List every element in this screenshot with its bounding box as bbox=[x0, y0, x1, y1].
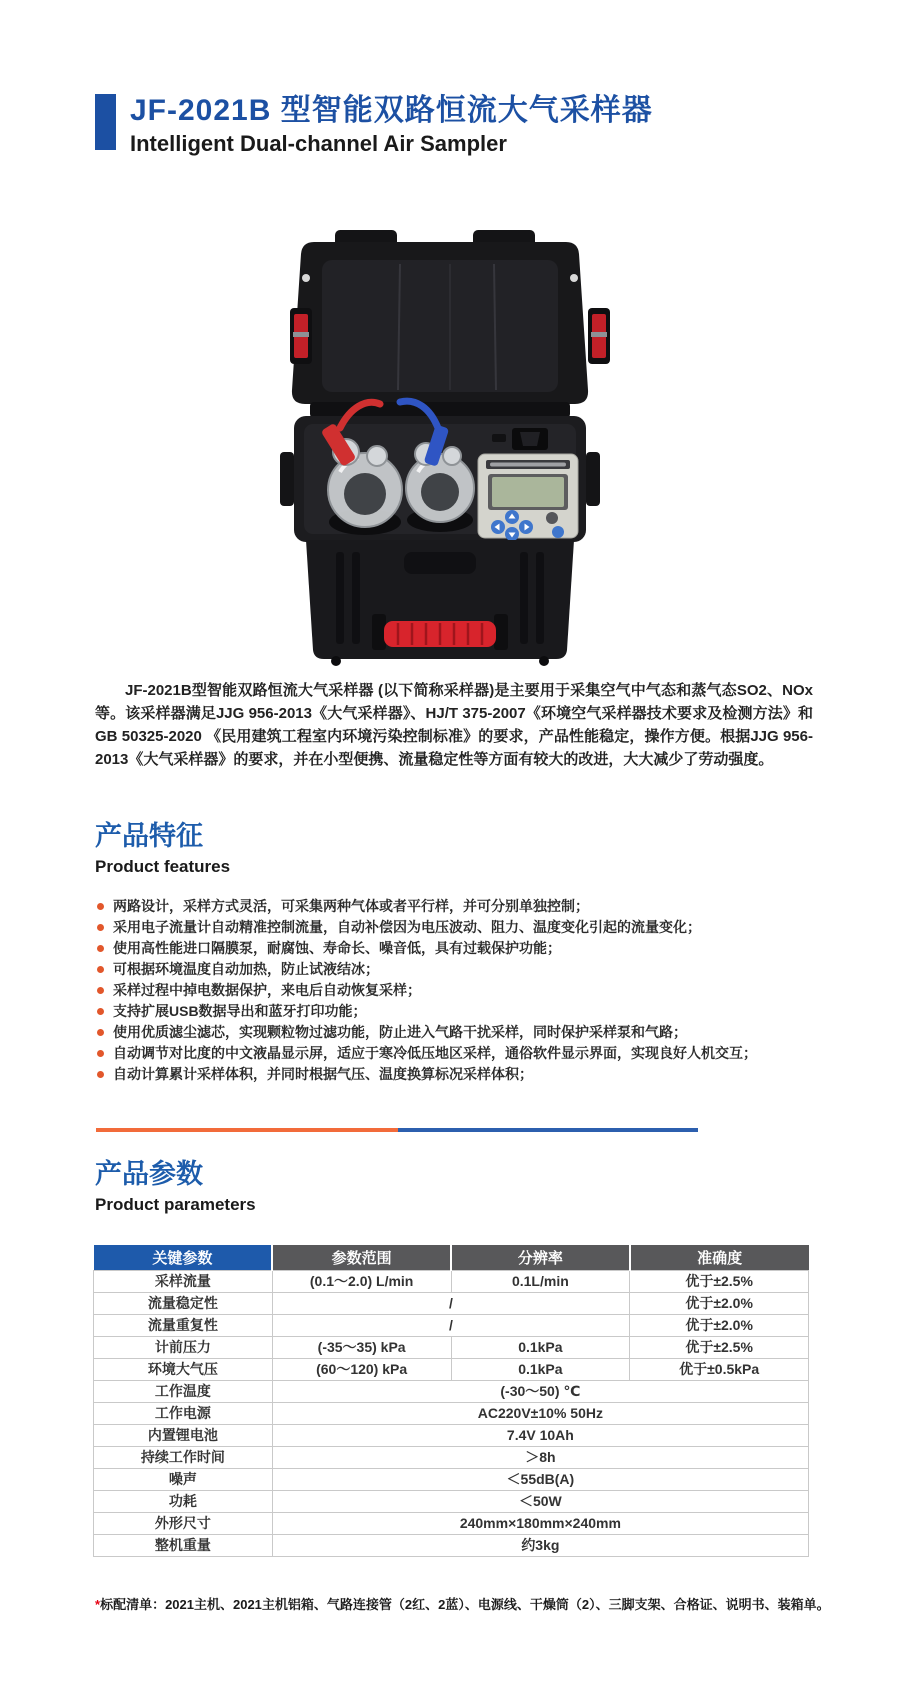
foot-right bbox=[539, 656, 549, 666]
table-row bbox=[94, 1336, 809, 1358]
feature-text: 可根据环境温度自动加热，防止试液结冰； bbox=[113, 961, 379, 977]
title-accent-bar bbox=[95, 94, 116, 150]
table-row bbox=[94, 1402, 809, 1424]
latch-left bbox=[290, 308, 312, 364]
param-merged: / bbox=[272, 1292, 630, 1314]
feature-item bbox=[97, 1064, 813, 1085]
features-list bbox=[97, 896, 813, 1085]
param-merged: / bbox=[272, 1314, 630, 1336]
page-subtitle: Intelligent Dual-channel Air Sampler bbox=[130, 131, 507, 156]
param-value: ＜55dB(A) bbox=[272, 1468, 808, 1490]
product-image bbox=[280, 222, 620, 667]
param-name: 噪声 bbox=[94, 1468, 273, 1490]
feature-text: 采样过程中掉电数据保护，来电后自动恢复采样； bbox=[113, 982, 421, 998]
bullet-dot-icon bbox=[97, 903, 104, 910]
param-range: (0.1～2.0) L/min bbox=[272, 1270, 451, 1292]
table-row bbox=[94, 1380, 809, 1402]
table-row bbox=[94, 1270, 809, 1292]
param-range: (60～120) kPa bbox=[272, 1358, 451, 1380]
side-wing-right bbox=[586, 452, 600, 506]
table-row bbox=[94, 1512, 809, 1534]
table-row bbox=[94, 1424, 809, 1446]
param-value: ＜50W bbox=[272, 1490, 808, 1512]
table-row bbox=[94, 1292, 809, 1314]
table-header-row bbox=[94, 1245, 809, 1270]
page-title: JF-2021B 型智能双路恒流大气采样器 bbox=[130, 94, 653, 127]
param-accuracy: 优于±0.5kPa bbox=[630, 1358, 809, 1380]
param-value: 7.4V 10Ah bbox=[272, 1424, 808, 1446]
param-name: 持续工作时间 bbox=[94, 1446, 273, 1468]
feature-text: 支持扩展USB数据导出和蓝牙打印功能； bbox=[113, 1003, 367, 1019]
param-name: 采样流量 bbox=[94, 1270, 273, 1292]
case-base bbox=[306, 540, 574, 666]
param-name: 功耗 bbox=[94, 1490, 273, 1512]
bullet-dot-icon bbox=[97, 924, 104, 931]
feature-text: 采用电子流量计自动精准控制流量，自动补偿因为电压波动、阻力、温度变化引起的流量变化； bbox=[113, 919, 701, 935]
air-sampler-illustration bbox=[280, 222, 620, 667]
param-resolution: 0.1L/min bbox=[451, 1270, 630, 1292]
bullet-dot-icon bbox=[97, 987, 104, 994]
param-resolution: 0.1kPa bbox=[451, 1336, 630, 1358]
bullet-dot-icon bbox=[97, 1029, 104, 1036]
side-wing-left bbox=[280, 452, 294, 506]
param-resolution: 0.1kPa bbox=[451, 1358, 630, 1380]
foot-left bbox=[331, 656, 341, 666]
parameters-table bbox=[93, 1245, 809, 1557]
feature-item bbox=[97, 938, 813, 959]
feature-text: 自动调节对比度的中文液晶显示屏，适应于寒冷低压地区采样，通俗软件显示界面，实现良好人机交互； bbox=[113, 1045, 757, 1061]
case-lid bbox=[292, 242, 588, 404]
param-name: 流量重复性 bbox=[94, 1314, 273, 1336]
feature-item bbox=[97, 1001, 813, 1022]
page-header bbox=[95, 94, 653, 158]
param-name: 整机重量 bbox=[94, 1534, 273, 1556]
col-header-resolution: 分辨率 bbox=[451, 1245, 630, 1270]
param-accuracy: 优于±2.5% bbox=[630, 1270, 809, 1292]
param-value: 240mm×180mm×240mm bbox=[272, 1512, 808, 1534]
lcd-screen bbox=[492, 477, 564, 507]
feature-item bbox=[97, 917, 813, 938]
param-name: 内置锂电池 bbox=[94, 1424, 273, 1446]
param-value: 约3kg bbox=[272, 1534, 808, 1556]
param-accuracy: 优于±2.0% bbox=[630, 1314, 809, 1336]
table-row bbox=[94, 1314, 809, 1336]
feature-text: 两路设计，采样方式灵活，可采集两种气体或者平行样，并可分别单独控制； bbox=[113, 898, 589, 914]
feature-text: 自动计算累计采样体积，并同时根据气压、温度换算标况采样体积； bbox=[113, 1066, 533, 1082]
title-texts bbox=[130, 94, 653, 158]
feature-item bbox=[97, 896, 813, 917]
param-name: 计前压力 bbox=[94, 1336, 273, 1358]
hinge-pin-left bbox=[302, 274, 310, 282]
param-name: 流量稳定性 bbox=[94, 1292, 273, 1314]
param-name: 工作电源 bbox=[94, 1402, 273, 1424]
col-header-range: 参数范围 bbox=[272, 1245, 451, 1270]
features-heading-en: Product features bbox=[95, 857, 231, 876]
control-panel bbox=[478, 454, 578, 541]
param-name: 环境大气压 bbox=[94, 1358, 273, 1380]
table-row bbox=[94, 1468, 809, 1490]
bullet-dot-icon bbox=[97, 966, 104, 973]
feature-item bbox=[97, 980, 813, 1001]
latch-right bbox=[588, 308, 610, 364]
feature-item bbox=[97, 959, 813, 980]
feature-text: 使用优质滤尘滤芯，实现颗粒物过滤功能，防止进入气路干扰采样，同时保护采样泵和气路； bbox=[113, 1024, 687, 1040]
features-heading-zh: 产品特征 bbox=[95, 821, 203, 851]
bullet-dot-icon bbox=[97, 1050, 104, 1057]
footnote-asterisk: * bbox=[95, 1597, 101, 1612]
parameters-heading-zh: 产品参数 bbox=[95, 1159, 203, 1189]
table-row bbox=[94, 1490, 809, 1512]
standard-accessories-footnote bbox=[95, 1594, 835, 1613]
table-row bbox=[94, 1534, 809, 1556]
bullet-dot-icon bbox=[97, 1071, 104, 1078]
feature-item bbox=[97, 1022, 813, 1043]
col-header-accuracy: 准确度 bbox=[630, 1245, 809, 1270]
feature-item bbox=[97, 1043, 813, 1064]
table-row bbox=[94, 1446, 809, 1468]
param-value: ＞8h bbox=[272, 1446, 808, 1468]
section-divider bbox=[96, 1128, 698, 1132]
bullet-dot-icon bbox=[97, 1008, 104, 1015]
param-name: 外形尺寸 bbox=[94, 1512, 273, 1534]
parameters-heading bbox=[95, 1158, 256, 1216]
param-value: AC220V±10% 50Hz bbox=[272, 1402, 808, 1424]
param-value: (-30～50) ℃ bbox=[272, 1380, 808, 1402]
hinge-pin-right bbox=[570, 274, 578, 282]
product-intro-paragraph: JF-2021B型智能双路恒流大气采样器 (以下简称采样器)是主要用于采集空气中气态和蒸气态SO2、NOx等。该采样器满足JJG 956-2013《大气采样器》、HJ/T 375-2007《环境空气采样器技术要求及检测方法》和GB 50325-2020 《民用建筑工程室内环境污染控制标准》的要求，产品性能稳定，操作方便。根据JJG 956-2013《大气采样器》的要求，并在小型便携、流量稳定性等方面有较大的改进，大大减少了劳动强度。 bbox=[95, 682, 813, 768]
table-row bbox=[94, 1358, 809, 1380]
parameters-heading-en: Product parameters bbox=[95, 1195, 256, 1214]
param-accuracy: 优于±2.5% bbox=[630, 1336, 809, 1358]
divider-blue-segment bbox=[398, 1128, 698, 1132]
param-range: (-35～35) kPa bbox=[272, 1336, 451, 1358]
param-name: 工作温度 bbox=[94, 1380, 273, 1402]
divider-orange-segment bbox=[96, 1128, 398, 1132]
col-header-key-param: 关键参数 bbox=[94, 1245, 273, 1270]
features-heading bbox=[95, 820, 230, 878]
feature-text: 使用高性能进口隔膜泵，耐腐蚀、寿命长、噪音低，具有过载保护功能； bbox=[113, 940, 561, 956]
instrument-deck bbox=[280, 401, 600, 542]
param-accuracy: 优于±2.0% bbox=[630, 1292, 809, 1314]
footnote-text: 标配清单：2021主机、2021主机铝箱、气路连接管（2红、2蓝）、电源线、干燥筒（2）、三脚支架、合格证、说明书、装箱单。 bbox=[100, 1597, 830, 1612]
bullet-dot-icon bbox=[97, 945, 104, 952]
